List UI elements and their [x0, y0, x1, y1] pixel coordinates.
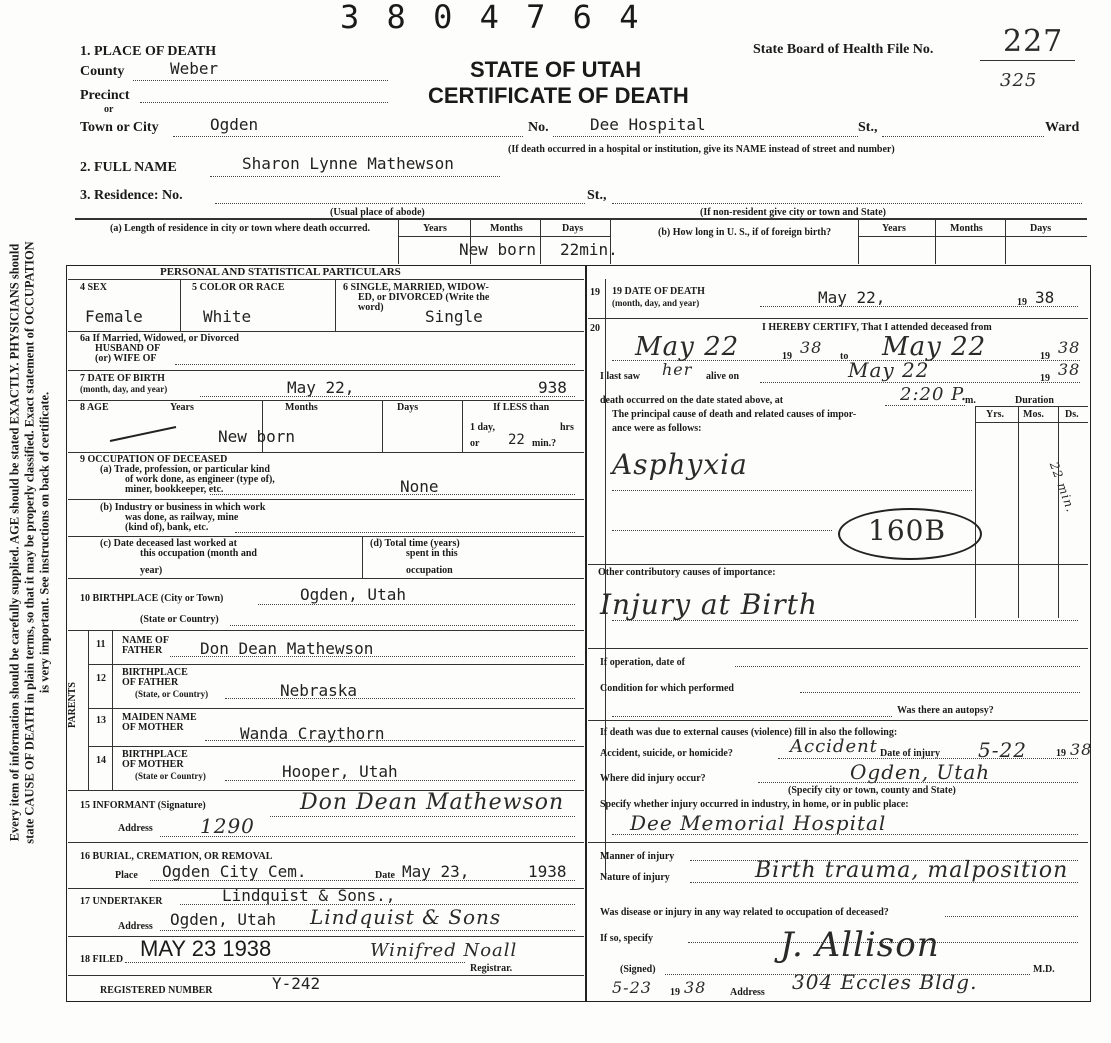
undertaker-label: 17 UNDERTAKER [80, 896, 163, 907]
occ-c2: this occupation (month and [140, 548, 257, 559]
signed-address-label: Address [730, 987, 765, 998]
where-value: Ogden, Utah [850, 760, 991, 784]
lastsaw-who: her [662, 360, 693, 379]
occ-label: 9 OCCUPATION OF DECEASED [80, 454, 228, 465]
ifso-label: If so, specify [600, 933, 654, 944]
mother-value: Wanda Craythorn [240, 724, 385, 743]
dob-year: 938 [538, 378, 567, 397]
usa-days-h: Days [1030, 223, 1052, 234]
dod-label: 19 DATE OF DEATH [612, 286, 705, 297]
ds-header: Ds. [1065, 409, 1079, 420]
precinct-label: Precinct [80, 88, 130, 103]
certificate-title: CERTIFICATE OF DEATH [428, 83, 689, 108]
where-label: Where did injury occur? [600, 773, 706, 784]
age-checkmark [108, 425, 178, 445]
to-year: 38 [1058, 338, 1081, 357]
length-label: (a) Length of residence in city or town where death occurred. [110, 223, 371, 234]
occ-d2: spent in this [406, 548, 458, 559]
res-length-b: 22min. [560, 240, 618, 259]
single-label-a: 6 SINGLE, MARRIED, WIDOW- [343, 282, 489, 293]
burial-date: May 23, [402, 862, 470, 881]
birthplace-value: Ogden, Utah [300, 585, 406, 604]
sidebar-line-1: Every item of information should be carefully supplied. AGE should be stated EXACTLY. PHYSICIANS should [7, 243, 22, 842]
registrar-label: Registrar. [470, 963, 513, 974]
father-num: 11 [96, 639, 106, 650]
regnum-value: Y-242 [272, 974, 321, 993]
signed-year: 38 [684, 978, 707, 997]
nonres-note: (If non-resident give city or town and State) [700, 207, 887, 218]
fbirth-label-b: OF FATHER [122, 677, 179, 688]
husband-label-c: (or) WIFE OF [95, 353, 157, 364]
registrar-signature: Winifred Noall [370, 940, 518, 961]
state-title: STATE OF UTAH [470, 57, 642, 82]
county-label: County [80, 64, 125, 79]
sidebar-line-3: is very important. See instructions on back of certificate. [37, 391, 52, 694]
st-label: St., [858, 120, 878, 135]
manner-label: Manner of injury [600, 851, 675, 862]
dod-num: 19 [590, 287, 600, 298]
sidebar-instructions [8, 43, 53, 1043]
mother-num: 13 [96, 715, 106, 726]
operation-label: If operation, date of [600, 657, 685, 668]
husband-label-b: HUSBAND OF [95, 343, 161, 354]
undertaker-signature: Lindquist & Sons [310, 905, 502, 929]
full-name-value: Sharon Lynne Mathewson [242, 154, 454, 173]
burial-year: 1938 [528, 862, 567, 881]
accident-label: Accident, suicide, or homicide? [600, 748, 733, 759]
code-value: 160B [868, 514, 947, 547]
alive-label: alive on [706, 371, 740, 382]
injury-date-label: Date of injury [880, 748, 940, 759]
other-label: Other contributory causes of importance: [598, 567, 776, 578]
mbirth-num: 14 [96, 755, 106, 766]
occ-a1: (a) Trade, profession, or particular kind [100, 464, 270, 475]
full-name-label: 2. FULL NAME [80, 160, 177, 175]
place-heading: 1. PLACE OF DEATH [80, 44, 217, 59]
fbirth-label-c: (State, or Country) [135, 689, 209, 699]
hospital-value: Dee Hospital [590, 115, 706, 134]
undertaker-address: Ogden, Utah [170, 910, 276, 929]
residence-st-label: St., [587, 188, 607, 203]
alive-year-prefix: 19 [1040, 373, 1050, 384]
res-years-h: Years [423, 223, 447, 234]
duration-label: Duration [1015, 395, 1054, 406]
town-value: Ogden [210, 115, 259, 134]
cause-duration: 22 min. [1046, 460, 1079, 515]
less-label: If LESS than [493, 402, 550, 413]
dod-value: May 22, [818, 288, 886, 307]
principal-a: The principal cause of death and related causes of impor- [612, 409, 857, 420]
informant-label: 15 INFORMANT (Signature) [80, 800, 206, 811]
nature-label: Nature of injury [600, 872, 670, 883]
single-label-c: word) [358, 302, 384, 313]
hrs-label: hrs [560, 422, 574, 433]
dob-label: 7 DATE OF BIRTH [80, 373, 165, 384]
res-days-h: Days [562, 223, 584, 234]
alive-year: 38 [1058, 360, 1081, 379]
condition-label: Condition for which performed [600, 683, 734, 694]
usa-months-h: Months [950, 223, 983, 234]
certify-label: I HEREBY CERTIFY, That I attended deceased from [762, 322, 992, 333]
board-number: 227 [1003, 24, 1064, 59]
father-value: Don Dean Mathewson [200, 639, 374, 658]
file-stamp: 3 8 0 4 7 6 4 [340, 0, 643, 36]
age-months-h: Months [285, 402, 318, 413]
dod-sub: (month, day, and year) [612, 298, 700, 308]
father-label-b: FATHER [122, 645, 163, 656]
mother-label-b: OF MOTHER [122, 722, 184, 733]
from-year-prefix: 19 [782, 351, 792, 362]
min-value: 22 [508, 432, 525, 448]
to-year-prefix: 19 [1040, 351, 1050, 362]
from-year: 38 [800, 338, 823, 357]
signed-address: 304 Eccles Bldg. [792, 970, 978, 994]
physician-signature: J. Allison [780, 925, 940, 965]
cause-value: Asphyxia [612, 448, 748, 481]
color-value: White [203, 307, 252, 326]
min-label: min.? [532, 438, 557, 449]
undertaker-address-label: Address [118, 921, 153, 932]
signed-label: (Signed) [620, 964, 656, 975]
occ-b3: (kind of), bank, etc. [125, 522, 209, 533]
n20-label: 20 [590, 323, 600, 334]
occ-b2: was done, as railway, mine [125, 512, 239, 523]
autopsy-label: Was there an autopsy? [897, 705, 994, 716]
other-value: Injury at Birth [600, 588, 818, 621]
usa-label: (b) How long in U. S., if of foreign birth? [658, 227, 832, 238]
abode-note: (Usual place of abode) [330, 207, 425, 218]
death-m-label: m. [965, 395, 976, 406]
burial-place: Ogden City Cem. [162, 862, 307, 881]
mbirth-label-a: BIRTHPLACE [122, 749, 188, 760]
single-label-b: ED, or DIVORCED (Write the [358, 292, 490, 303]
burial-date-label: Date [375, 870, 395, 881]
specify-value: Dee Memorial Hospital [630, 811, 887, 835]
principal-b: ance were as follows: [612, 423, 702, 434]
md-label: M.D. [1033, 964, 1055, 975]
death-time: 2:20 P. [900, 384, 968, 405]
res-length-a: New born [459, 240, 537, 259]
institution-note: (If death occurred in a hospital or institution, give its NAME instead of street and number) [508, 144, 895, 155]
dob-sub: (month, day, and year) [80, 384, 168, 394]
birthplace-state-note: (State or Country) [140, 614, 219, 625]
burial-place-label: Place [115, 870, 138, 881]
county-value: Weber [170, 59, 219, 78]
sex-label: 4 SEX [80, 282, 107, 293]
no-label: No. [528, 120, 549, 135]
or-min-label: or [470, 438, 480, 449]
single-value: Single [425, 307, 483, 326]
burial-label: 16 BURIAL, CREMATION, OR REMOVAL [80, 851, 273, 862]
external-label: If death was due to external causes (violence) fill in also the following: [600, 727, 898, 738]
color-label: 5 COLOR OR RACE [192, 282, 285, 293]
undertaker-value: Lindquist & Sons., [222, 886, 396, 905]
fbirth-label-a: BIRTHPLACE [122, 667, 188, 678]
board-label: State Board of Health File No. [753, 42, 934, 57]
accident-value: Accident [790, 736, 878, 757]
alive-date: May 22 [848, 358, 930, 382]
age-days-h: Days [397, 402, 419, 413]
informant-address-label: Address [118, 823, 153, 834]
or-label: or [104, 104, 114, 115]
occ-d1: (d) Total time (years) [370, 538, 460, 549]
mother-label-a: MAIDEN NAME [122, 712, 197, 723]
husband-label-a: 6a If Married, Widowed, or Divorced [80, 333, 239, 344]
dod-year-prefix: 19 [1017, 297, 1027, 308]
res-months-h: Months [490, 223, 523, 234]
to-label: to [840, 351, 849, 362]
board-number-2: 325 [1000, 70, 1038, 91]
personal-heading: PERSONAL AND STATISTICAL PARTICULARS [160, 266, 401, 278]
informant-signature: Don Dean Mathewson [300, 790, 565, 815]
nature-value: Birth trauma, malposition [755, 858, 1069, 883]
yrs-header: Yrs. [986, 409, 1005, 420]
ward-label: Ward [1045, 120, 1080, 135]
birthplace-label: 10 BIRTHPLACE (City or Town) [80, 593, 224, 604]
age-label: 8 AGE [80, 402, 109, 413]
day-label: 1 day, [470, 422, 496, 433]
occ-b1: (b) Industry or business in which work [100, 502, 266, 513]
injury-year: 38 [1070, 740, 1093, 759]
town-label: Town or City [80, 120, 159, 135]
injury-year-prefix: 19 [1056, 748, 1066, 759]
filed-label: 18 FILED [80, 954, 124, 965]
mbirth-label-c: (State or Country) [135, 771, 206, 781]
mos-header: Mos. [1023, 409, 1044, 420]
father-label-a: NAME OF [122, 635, 169, 646]
mbirth-label-b: OF MOTHER [122, 759, 184, 770]
usa-years-h: Years [882, 223, 906, 234]
specify-label: Specify whether injury occurred in industry, in home, or in public place: [600, 799, 909, 810]
sex-value: Female [85, 307, 143, 326]
signed-date: 5-23 [612, 978, 652, 997]
mbirth-value: Hooper, Utah [282, 762, 398, 781]
to-date: May 22 [882, 332, 987, 362]
death-on-label: death occurred on the date stated above, at [600, 395, 784, 406]
dod-year: 38 [1035, 288, 1055, 307]
fbirth-value: Nebraska [280, 681, 358, 700]
occ-c3: year) [140, 565, 163, 576]
dob-value: May 22, [287, 378, 355, 397]
filed-stamp: MAY 23 1938 [140, 936, 272, 961]
where-note: (Specify city or town, county and State) [788, 785, 956, 796]
occ-c1: (c) Date deceased last worked at [100, 538, 237, 549]
regnum-label: REGISTERED NUMBER [100, 985, 213, 996]
informant-address: 1290 [200, 814, 255, 838]
lastsaw-label: I last saw [600, 371, 641, 382]
age-value: New born [218, 427, 296, 446]
injury-date: 5-22 [978, 738, 1027, 762]
occ-value: None [400, 477, 439, 496]
from-date: May 22 [635, 332, 740, 362]
occ-a2: of work done, as engineer (type of), [125, 474, 275, 485]
sidebar-line-2: state CAUSE OF DEATH in plain terms, so that it may be properly classified. Exact statement of OCCUPATION [22, 241, 37, 844]
fbirth-num: 12 [96, 673, 106, 684]
related-label: Was disease or injury in any way related to occupation of deceased? [600, 907, 889, 918]
parents-label: PARENTS [67, 682, 78, 728]
occ-d3: occupation [406, 565, 453, 576]
occ-a3: miner, bookkeeper, etc. [125, 484, 224, 495]
residence-label: 3. Residence: No. [80, 188, 183, 203]
signed-year-prefix: 19 [670, 987, 680, 998]
age-years-h: Years [170, 402, 194, 413]
